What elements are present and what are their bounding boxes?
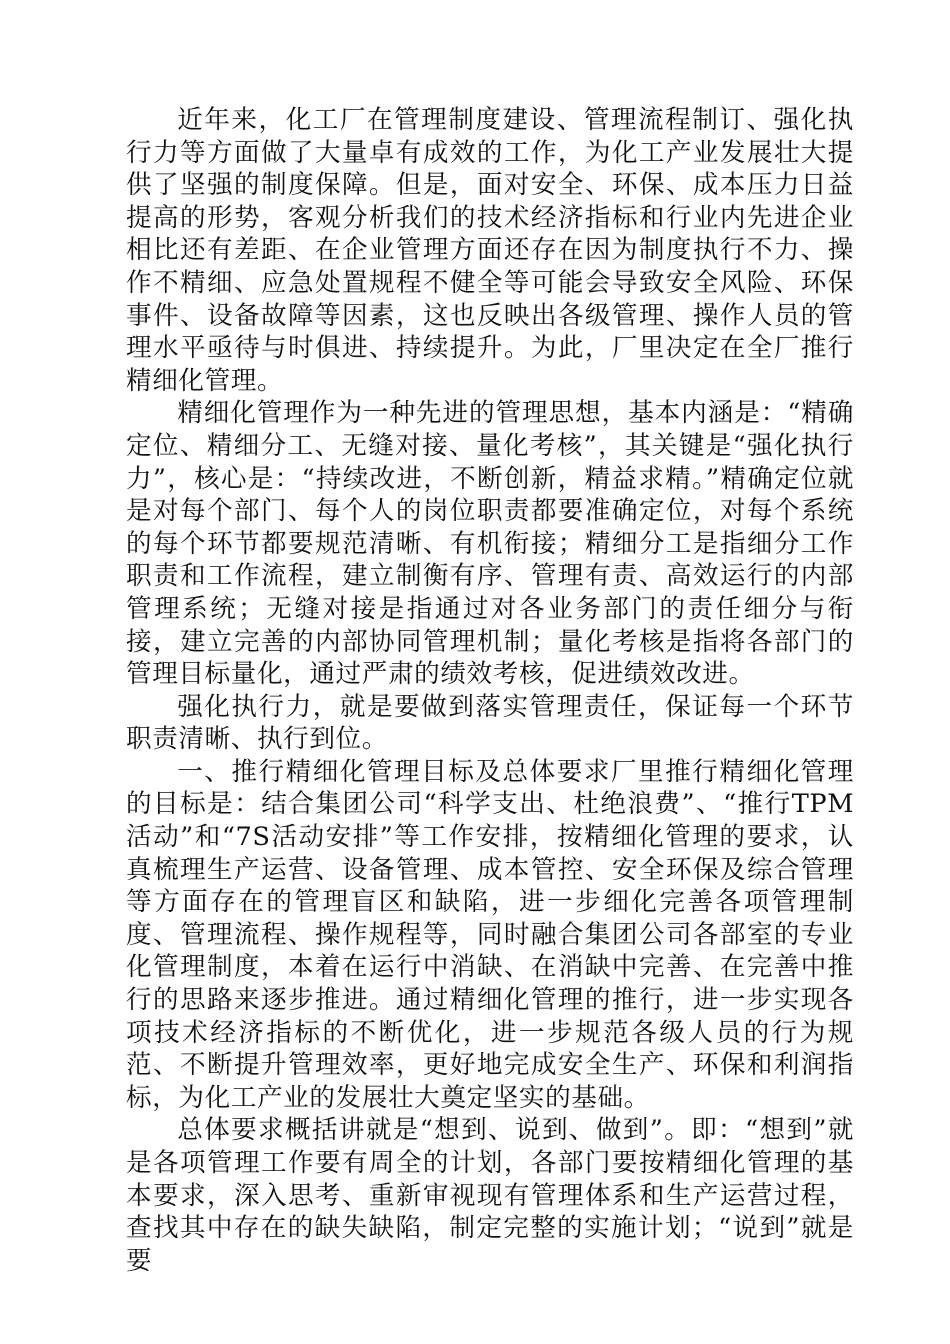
paragraph-intro: 近年来，化工厂在管理制度建设、管理流程制订、强化执行力等方面做了大量卓有成效的工作，为化工产业发展壮大提供了坚强的制度保障。但是，面对安全、环保、成本压力日益提高的形势，客观分析我们的技术经济指标和行业内先进企业相比还有差距、在企业管理方面还存在因为制度执行不力、操作不精细、应急处置规程不健全等可能会导致安全风险、环保事件、设备故障等因素，这也反映出各级管理、操作人员的管理水平亟待与时俱进、持续提升。为此，厂里决定在全厂推行精细化管理。 bbox=[126, 105, 854, 396]
document-body bbox=[126, 104, 854, 1277]
paragraph-overall-requirements: 总体要求概括讲就是“想到、说到、做到”。即：“想到”就是各项管理工作要有周全的计划，各部门要按精细化管理的基本要求，深入思考、重新审视现有管理体系和生产运营过程，查找其中存在的缺失缺陷，制定完整的实施计划；“说到”就是要 bbox=[126, 1115, 855, 1276]
paragraph-goals: 一、推行精细化管理目标及总体要求厂里推行精细化管理的目标是：结合集团公司“科学支出、杜绝浪费”、“推行TPM活动”和“7S活动安排”等工作安排，按精细化管理的要求，认真梳理生产运营、设备管理、成本管控、安全环保及综合管理等方面存在的管理盲区和缺陷，进一步细化完善各项管理制度、管理流程、操作规程等，同时融合集团公司各部室的专业化管理制度，本着在运行中消缺、在消缺中完善、在完善中推行的思路来逐步推进。通过精细化管理的推行，进一步实现各项技术经济指标的不断优化，进一步规范各级人员的行为规范、不断提升管理效率，更好地完成安全生产、环保和利润指标，为化工产业的发展壮大奠定坚实的基础。 bbox=[126, 756, 854, 1113]
paragraph-execution: 强化执行力，就是要做到落实管理责任，保证每一个环节职责清晰、执行到位。 bbox=[126, 691, 854, 755]
paragraph-fine-management-concept: 精细化管理作为一种先进的管理思想，基本内涵是：“精确定位、精细分工、无缝对接、量化考核”，其关键是“强化执行力”，核心是：“持续改进，不断创新，精益求精。”精确定位就是对每个部门、每个人的岗位职责都要准确定位，对每个系统的每个环节都要规范清晰、有机衔接；精细分工是指细分工作职责和工作流程，建立制衡有序、管理有责、高效运行的内部管理系统；无缝对接是指通过对各业务部门的责任细分与衔接，建立完善的内部协同管理机制；量化考核是指将各部门的管理目标量化，通过严肃的绩效考核，促进绩效改进。 bbox=[126, 398, 854, 690]
